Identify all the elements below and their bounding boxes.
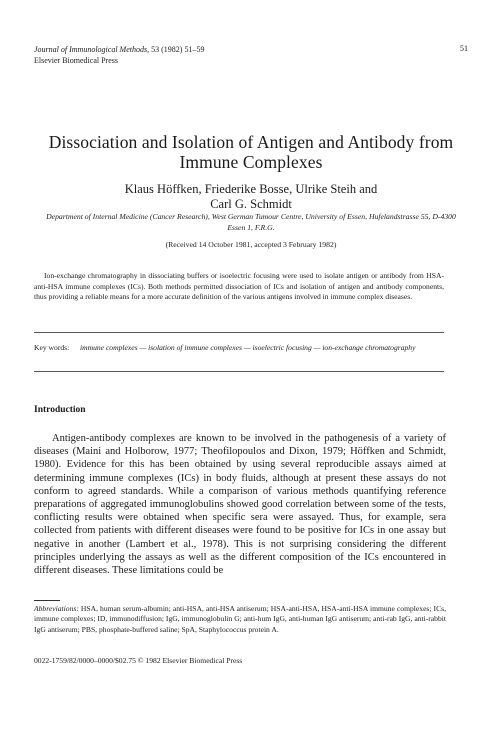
keywords-text: immune complexes — isolation of immune complexes — isoelectric focusing — ion-exchange chromatography — [80, 343, 416, 352]
divider-bottom — [34, 371, 444, 372]
publisher: Elsevier Biomedical Press — [34, 56, 118, 65]
abbreviations-footnote — [34, 604, 446, 635]
authors-line-2: Carl G. Schmidt — [210, 197, 292, 211]
divider-top — [34, 332, 444, 333]
affiliation: Department of Internal Medicine (Cancer Research), West German Tumour Centre, University of Essen, Hufelandstrasse 55, D-4300 Essen 1, F.R.G. — [46, 212, 456, 232]
abstract: Ion-exchange chromatography in dissociating buffers or isoelectric focusing were used to isolate antigen or antibody from HSA-anti-HSA immune complexes (ICs). Both methods permitted dissociation of ICs and isolation of antigen and antibody components, thus providing a reliable means for a more accurate definition of the various antigens involved in immune complex diseases. — [34, 271, 444, 301]
author-list — [30, 182, 472, 212]
copyright-line: 0022-1759/82/0000–0000/$02.75 © 1982 Elsevier Biomedical Press — [34, 656, 243, 665]
journal-name: Journal of Immunological Methods, — [34, 45, 150, 54]
paper-title: Dissociation and Isolation of Antigen and Antibody from Immune Complexes — [48, 132, 454, 172]
introduction-paragraph: Antigen-antibody complexes are known to be involved in the pathogenesis of a variety of diseases (Maini and Holborow, 1977; Theofilopoulos and Dixon, 1979; Höffken and Schmidt, 1980). Evidence for this has been obtained by using several reproducible assays aimed at determining immune complexes (ICs) in body fluids, although at present these assays do not conform to agreed standards. While a comparison of various methods quantifying reference preparations of aggregated immunoglobulins showed good correlation between some of the tests, conflicting results were obtained when specific sera were assayed. Thus, for example, sera collected from patients with different diseases were found to be positive for ICs in one assay but negative in another (Lambert et al., 1978). This is not surprising considering the different principles underlying the assays as well as the different composition of the ICs encountered in different diseases. These limitations could be — [34, 433, 446, 577]
section-heading: Introduction — [34, 405, 86, 415]
footnote-rule — [34, 600, 60, 601]
abbreviations-text: HSA, human serum-albumin; anti-HSA, anti-HSA antiserum; HSA-anti-HSA, HSA-anti-HSA immune complexes; ICs, immune complexes; ID, immunodiffusion; IgG, immunoglobulin G; anti-hum IgG, anti-human IgG antiserum; anti-rab IgG, anti-rabbit IgG antiserum; PBS, phosphate-buffered saline; SpA, Staphylococcus protein A. — [34, 604, 446, 634]
journal-citation — [34, 44, 204, 66]
keywords-label: Key words: — [34, 343, 70, 352]
journal-ref: 53 (1982) 51–59 — [149, 45, 205, 54]
page-number: 51 — [460, 44, 468, 53]
authors-line-1: Klaus Höffken, Friederike Bosse, Ulrike Steih and — [124, 182, 378, 196]
abbreviations-label: Abbreviations: — [34, 604, 79, 613]
received-dates: (Received 14 October 1981, accepted 3 February 1982) — [165, 240, 337, 249]
